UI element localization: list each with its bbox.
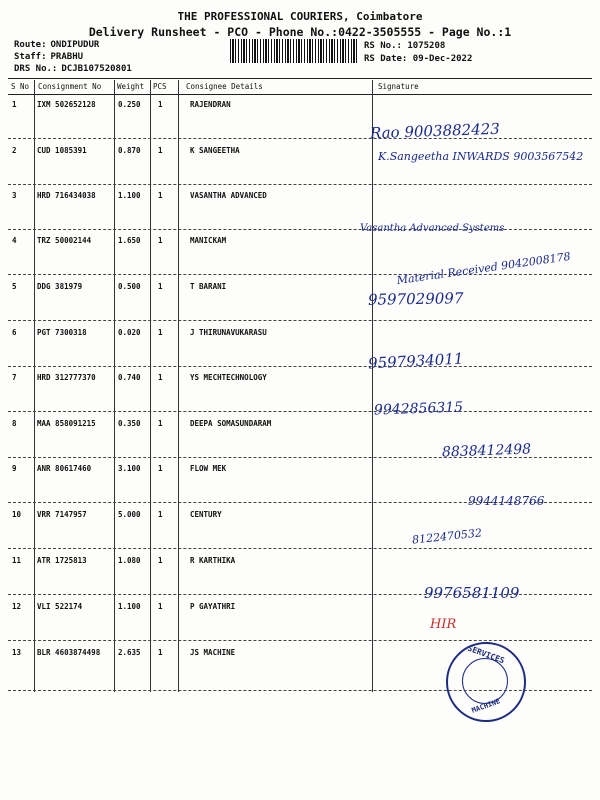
cell-weight: 3.100 <box>118 464 141 473</box>
cell-consignee: VASANTHA ADVANCED <box>190 191 267 200</box>
row-divider <box>8 366 592 367</box>
barcode <box>230 39 358 63</box>
rs-no-value: 1075208 <box>407 41 446 51</box>
cell-consignee: RAJENDRAN <box>190 100 231 109</box>
cell-consignment: HRD 312777370 <box>37 373 96 382</box>
cell-consignee: JS MACHINE <box>190 648 236 657</box>
cell-weight: 0.250 <box>118 100 141 109</box>
cell-sno: 11 <box>12 556 22 565</box>
cell-consignee: FLOW MEK <box>190 464 227 473</box>
signature-handwriting: Vasantha Advanced Systems <box>360 223 505 234</box>
runsheet-title: Delivery Runsheet - PCO - Phone No.:0422-3505555 - Page No.:1 <box>88 25 512 39</box>
rs-date-value: 09-Dec-2022 <box>412 54 473 64</box>
signature-handwriting: 9597934011 <box>367 349 464 373</box>
cell-pcs: 1 <box>158 464 163 473</box>
cell-consignment: VRR 7147957 <box>37 510 87 519</box>
cell-pcs: 1 <box>158 510 163 519</box>
cell-sno: 6 <box>12 328 17 337</box>
cell-consignment: PGT 7300318 <box>37 328 87 337</box>
cell-sno: 1 <box>12 100 17 109</box>
cell-sno: 7 <box>12 373 17 382</box>
table-row <box>8 419 592 464</box>
cell-consignment: BLR 4603874498 <box>37 648 101 657</box>
cell-consignment: DDG 381979 <box>37 282 83 291</box>
cell-consignment: TRZ 50002144 <box>37 236 92 245</box>
cell-weight: 1.650 <box>118 236 141 245</box>
cell-pcs: 1 <box>158 602 163 611</box>
cell-sno: 10 <box>12 510 22 519</box>
row-divider <box>8 184 592 185</box>
cell-consignee: T BARANI <box>190 282 227 291</box>
cell-weight: 5.000 <box>118 510 141 519</box>
table-row <box>8 556 592 601</box>
table-row <box>8 464 592 509</box>
route-value: ONDIPUDUR <box>50 40 100 50</box>
cell-pcs: 1 <box>158 191 163 200</box>
cell-weight: 0.020 <box>118 328 141 337</box>
col-header-consignment: Consignment No <box>38 82 102 91</box>
signature-handwriting: 9942856315 <box>373 399 464 419</box>
cell-pcs: 1 <box>158 648 163 657</box>
signature-handwriting: 8122470532 <box>411 526 483 547</box>
row-divider <box>8 138 592 139</box>
cell-pcs: 1 <box>158 100 163 109</box>
cell-consignee: P GAYATHRI <box>190 602 236 611</box>
cell-sno: 4 <box>12 236 17 245</box>
seal-top-text: SERVICES <box>466 643 506 666</box>
table-row <box>8 100 592 145</box>
cell-pcs: 1 <box>158 146 163 155</box>
table-row <box>8 191 592 236</box>
cell-consignee: K SANGEETHA <box>190 146 240 155</box>
cell-pcs: 1 <box>158 328 163 337</box>
cell-sno: 8 <box>12 419 17 428</box>
cell-pcs: 1 <box>158 282 163 291</box>
cell-weight: 1.100 <box>118 602 141 611</box>
col-header-pcs: PCS <box>153 82 167 91</box>
signature-handwriting: 9944148766 <box>468 494 545 508</box>
route-label: Route: <box>14 40 47 50</box>
staff-label: Staff: <box>14 52 47 62</box>
cell-pcs: 1 <box>158 373 163 382</box>
col-header-signature: Signature <box>378 82 419 91</box>
cell-consignment: CUD 1085391 <box>37 146 87 155</box>
row-divider <box>8 229 592 230</box>
cell-consignment: MAA 858091215 <box>37 419 96 428</box>
cell-sno: 12 <box>12 602 22 611</box>
cell-consignment: VLI 522174 <box>37 602 83 611</box>
cell-consignment: HRD 716434038 <box>37 191 96 200</box>
cell-sno: 9 <box>12 464 17 473</box>
row-divider <box>8 640 592 641</box>
table-row <box>8 328 592 373</box>
drs-label: DRS No.: <box>14 64 58 74</box>
rs-date-line <box>364 54 472 64</box>
row-divider <box>8 411 592 412</box>
table-row <box>8 373 592 418</box>
rs-no-line <box>364 41 445 51</box>
header-bottom-rule <box>8 94 592 95</box>
cell-weight: 0.870 <box>118 146 141 155</box>
company-seal <box>446 642 526 722</box>
row-divider <box>8 320 592 321</box>
cell-consignee: YS MECHTECHNOLOGY <box>190 373 267 382</box>
cell-consignee: DEEPA SOMASUNDARAM <box>190 419 272 428</box>
rs-no-label: RS No.: <box>364 41 402 51</box>
rs-date-label: RS Date: <box>364 54 408 64</box>
table-row <box>8 146 592 191</box>
cell-consignee: MANICKAM <box>190 236 227 245</box>
cell-consignment: ANR 80617460 <box>37 464 92 473</box>
handwritten-note: HIR <box>430 617 457 632</box>
table-row <box>8 602 592 647</box>
company-title: THE PROFESSIONAL COURIERS, Coimbatore <box>177 10 423 23</box>
cell-sno: 13 <box>12 648 22 657</box>
staff-value: PRABHU <box>50 52 84 62</box>
cell-weight: 0.740 <box>118 373 141 382</box>
cell-weight: 2.635 <box>118 648 141 657</box>
header-top-rule <box>8 78 592 79</box>
table-row <box>8 282 592 327</box>
drs-line <box>14 64 132 74</box>
drs-value: DCJB107520801 <box>61 64 132 74</box>
table-row <box>8 510 592 555</box>
cell-weight: 1.100 <box>118 191 141 200</box>
col-header-weight: Weight <box>117 82 145 91</box>
seal-bottom-text: MACHINE <box>470 697 502 715</box>
signature-handwriting: K.Sangeetha INWARDS 9003567542 <box>378 150 584 163</box>
cell-weight: 0.350 <box>118 419 141 428</box>
cell-weight: 0.500 <box>118 282 141 291</box>
cell-sno: 3 <box>12 191 17 200</box>
route-line <box>14 40 99 50</box>
cell-consignment: ATR 1725813 <box>37 556 87 565</box>
cell-pcs: 1 <box>158 556 163 565</box>
cell-consignee: J THIRUNAVUKARASU <box>190 328 267 337</box>
col-header-consignee: Consignee Details <box>186 82 263 91</box>
row-divider <box>8 274 592 275</box>
cell-consignment: IXM 502652128 <box>37 100 96 109</box>
cell-sno: 2 <box>12 146 17 155</box>
cell-consignee: CENTURY <box>190 510 222 519</box>
staff-line <box>14 52 83 62</box>
row-divider <box>8 548 592 549</box>
signature-handwriting: 9976581109 <box>424 584 520 602</box>
signature-handwriting: Material Received 9042008178 <box>395 249 572 288</box>
cell-consignee: R KARTHIKA <box>190 556 236 565</box>
cell-sno: 5 <box>12 282 17 291</box>
col-header-sno: S No <box>11 82 30 91</box>
cell-pcs: 1 <box>158 419 163 428</box>
signature-handwriting: 9597029097 <box>367 289 464 309</box>
cell-pcs: 1 <box>158 236 163 245</box>
signature-handwriting: Rao 9003882423 <box>369 119 501 143</box>
cell-weight: 1.080 <box>118 556 141 565</box>
signature-handwriting: 8838412498 <box>441 441 532 461</box>
